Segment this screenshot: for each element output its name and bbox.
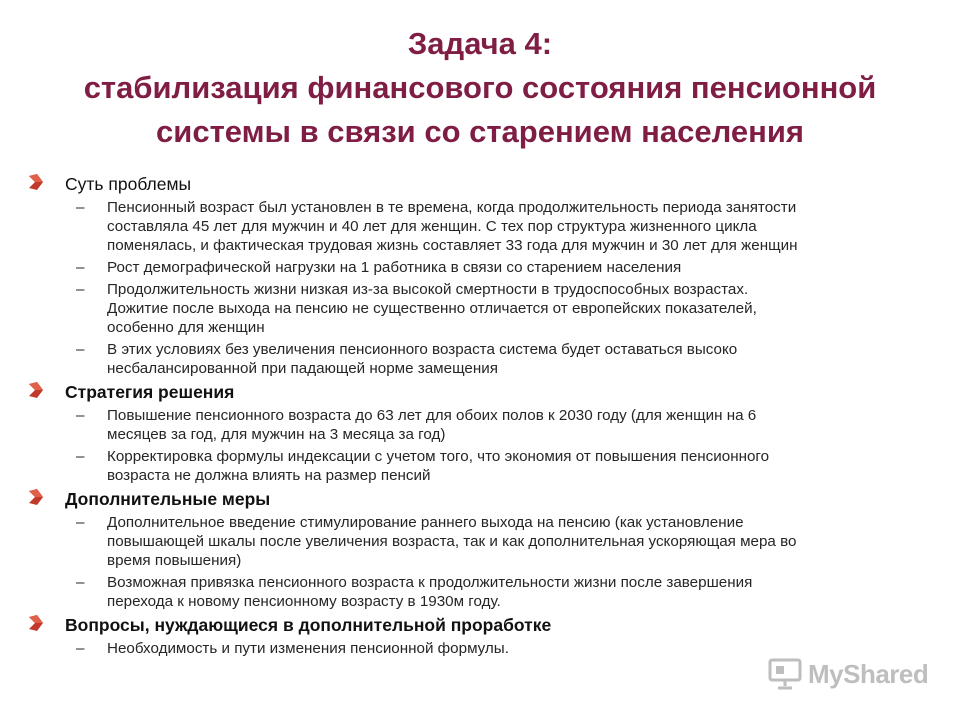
- slide-title-line-2: стабилизация финансового состояния пенсионной: [83, 70, 877, 105]
- sub-list-item: [28, 198, 943, 255]
- sub-list-item-line: месяцев за год, для мужчин на 3 месяца за год): [107, 426, 446, 443]
- slide-title: [0, 22, 960, 154]
- sub-list: [28, 406, 943, 485]
- slide-title-line-1: Задача 4:: [407, 26, 553, 61]
- section-heading: [28, 488, 943, 510]
- sub-list-item: [28, 258, 943, 277]
- sub-list-item-line: Повышение пенсионного возраста до 63 лет для обоих полов к 2030 году (для женщин на 6: [107, 407, 757, 424]
- arrow-bullet-icon: [28, 174, 44, 190]
- sub-list-item: [28, 513, 943, 570]
- sub-list-item: [28, 573, 943, 611]
- section: [28, 614, 943, 658]
- sub-list-item: [28, 447, 943, 485]
- sub-list-item-line: Пенсионный возраст был установлен в те времена, когда продолжительность периода занятости: [107, 199, 797, 216]
- sub-list-item-line: возраста не должна влиять на размер пенсий: [107, 467, 431, 484]
- section-heading-text: Вопросы, нуждающиеся в дополнительной проработке: [65, 615, 552, 635]
- section: [28, 173, 943, 378]
- dash-bullet: –: [76, 407, 85, 424]
- slide-title-line-3: системы в связи со старением населения: [156, 114, 804, 149]
- sub-list-item-line: Дожитие после выхода на пенсию не существенно отличается от европейских показателей,: [107, 300, 757, 317]
- arrow-bullet-icon: [28, 382, 44, 398]
- section-heading-text: Стратегия решения: [65, 382, 235, 402]
- sub-list: [28, 198, 943, 378]
- dash-bullet: –: [76, 514, 85, 531]
- sub-list-item: [28, 340, 943, 378]
- sub-list-item-line: Дополнительное введение стимулирование раннего выхода на пенсию (как установление: [107, 514, 744, 531]
- slide-content: [28, 170, 943, 658]
- sub-list-item-line: особенно для женщин: [107, 319, 265, 336]
- sub-list-item-line: Корректировка формулы индексации с учетом того, что экономия от повышения пенсионного: [107, 448, 770, 465]
- watermark: [768, 654, 928, 694]
- dash-bullet: –: [76, 574, 85, 591]
- sub-list-item: [28, 280, 943, 337]
- sub-list: [28, 513, 943, 611]
- sub-list-item-line: перехода к новому пенсионному возрасту в 1930м году.: [107, 593, 501, 610]
- section-heading-text: Дополнительные меры: [65, 489, 271, 509]
- sub-list-item-line: Продолжительность жизни низкая из-за высокой смертности в трудоспособных возрастах.: [107, 281, 749, 298]
- section-heading: [28, 381, 943, 403]
- dash-bullet: –: [76, 640, 85, 657]
- section: [28, 381, 943, 485]
- sub-list-item-line: Необходимость и пути изменения пенсионной формулы.: [107, 640, 509, 657]
- arrow-bullet-icon: [28, 489, 44, 505]
- sub-list-item-line: время повышения): [107, 552, 242, 569]
- section-heading: [28, 173, 943, 195]
- dash-bullet: –: [76, 448, 85, 465]
- sub-list-item-line: В этих условиях без увеличения пенсионного возраста система будет оставаться высоко: [107, 341, 738, 358]
- section-heading-text: Суть проблемы: [65, 174, 192, 194]
- sub-list-item-line: поменялась, и фактическая трудовая жизнь составляет 33 года для мужчин и 30 лет для женщин: [107, 237, 798, 254]
- sub-list-item-line: Рост демографической нагрузки на 1 работника в связи со старением населения: [107, 259, 682, 276]
- sub-list-item-line: составляла 45 лет для мужчин и 40 лет для женщин. С тех пор структура жизненного цикла: [107, 218, 757, 235]
- section-heading: [28, 614, 943, 636]
- sub-list-item-line: Возможная привязка пенсионного возраста к продолжительности жизни после завершения: [107, 574, 753, 591]
- sub-list-item-line: несбалансированной при падающей норме замещения: [107, 360, 498, 377]
- arrow-bullet-icon: [28, 615, 44, 631]
- watermark-text: MyShared: [808, 658, 929, 689]
- dash-bullet: –: [76, 199, 85, 216]
- sub-list-item: [28, 406, 943, 444]
- sub-list-item-line: повышающей шкалы после увеличения возраста, так и как дополнительная ускоряющая мера во: [107, 533, 797, 550]
- dash-bullet: –: [76, 259, 85, 276]
- presentation-board-icon: [768, 657, 802, 691]
- dash-bullet: –: [76, 281, 85, 298]
- section: [28, 488, 943, 611]
- dash-bullet: –: [76, 341, 85, 358]
